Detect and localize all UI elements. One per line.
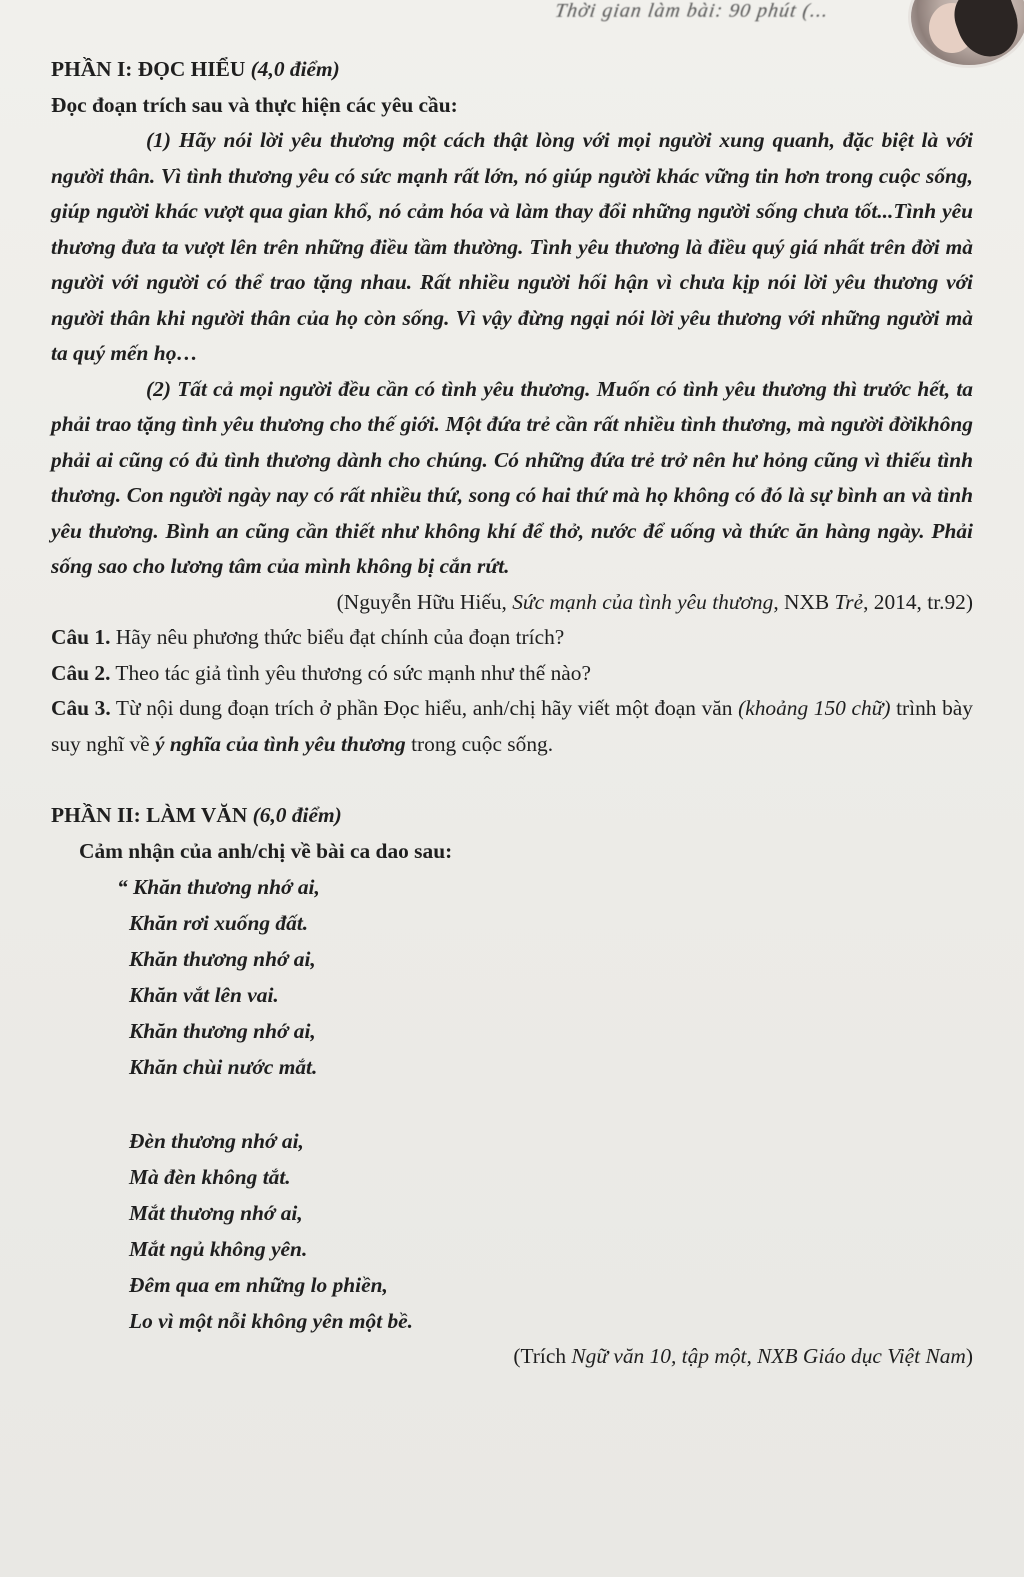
question-2-text: Theo tác giả tình yêu thương có sức mạnh như thế nào?: [110, 660, 591, 685]
ca-dao-poem: [51, 869, 973, 1339]
poem-source-close: ): [965, 1344, 973, 1368]
question-3-topic: ý nghĩa của tình yêu thương: [154, 731, 406, 756]
question-1-text: Hãy nêu phương thức biểu đạt chính của đoạn trích?: [110, 625, 565, 649]
question-3-text-c: trình bày suy nghĩ về: [51, 696, 973, 756]
poem-line: Đêm qua em những lo phiền,: [129, 1273, 388, 1297]
poem-line: Khăn thương nhớ ai,: [129, 1019, 316, 1043]
poem-source-work: Ngữ văn 10, tập một, NXB Giáo dục Việt Nam: [571, 1344, 966, 1368]
question-2: [51, 656, 973, 692]
part2-points: (6,0 điểm): [252, 803, 342, 827]
section-gap: [51, 762, 973, 798]
poem-line: “ Khăn thương nhớ ai,: [117, 875, 320, 899]
part1-points: (4,0 điểm): [250, 57, 340, 81]
part1-title: PHẦN I: ĐỌC HIỂU: [51, 57, 246, 81]
poem-line: Khăn chùi nước mắt.: [129, 1055, 318, 1079]
passage-paragraph-2: (2) Tất cả mọi người đều cần có tình yêu thương. Muốn có tình yêu thương thì trước hết, ta phải trao tặng tình yêu thương cho thế giới. Một đứa trẻ cần rất nhiều tình thương, mà người đờikhông phải ai cũng có đủ tình thương dành cho chúng. Có những đứa trẻ trở nên hư hỏng cũng vì thiếu tình thương. Con người ngày nay có rất nhiều thứ, song có hai thứ mà họ không có đó là sự bình an và tình yêu thương. Bình an cũng cần thiết như không khí để thở, nước để uống và thức ăn hàng ngày. Phải sống sao cho lương tâm của mình không bị cắn rứt.: [51, 376, 973, 578]
citation-author: (Nguyễn Hữu Hiếu,: [336, 589, 513, 614]
passage-citation: [51, 585, 973, 621]
poem-line: Mắt ngủ không yên.: [129, 1237, 308, 1261]
question-1: [51, 620, 973, 656]
part2-heading: [51, 798, 973, 834]
poem-line: Đèn thương nhớ ai,: [129, 1129, 304, 1153]
question-1-label: Câu 1.: [51, 625, 111, 649]
question-3-text-a: Từ nội dung đoạn trích ở phần Đọc hiểu, anh/chị hãy viết một đoạn văn: [110, 696, 739, 720]
stanza-gap: [117, 1085, 973, 1123]
poem-line: Mà đèn không tắt.: [129, 1165, 291, 1189]
passage-paragraph-1: (1) Hãy nói lời yêu thương một cách thật lòng với mọi người xung quanh, đặc biệt là với người thân. Vì tình thương yêu có sức mạnh rất lớn, nó giúp người khác vững tin hơn trong cuộc sống, giúp người khác vượt qua gian khổ, nó cảm hóa và làm thay đổi những người sống chưa tốt...Tình yêu thương đưa ta vượt lên trên những điều tầm thường. Tình yêu thương là điều quý giá nhất trên đời mà người với người có thể trao tặng nhau. Rất nhiều người hối hận vì chưa kịp nói lời yêu thương với người thân khi người thân của họ còn sống. Vì vậy đừng ngại nói lời yêu thương với những người mà ta quý mến họ…: [51, 128, 973, 365]
poem-source: [51, 1339, 973, 1375]
part1-instruction: Đọc đoạn trích sau và thực hiện các yêu cầu:: [51, 92, 458, 117]
question-3-length: (khoảng 150 chữ): [738, 696, 891, 720]
poem-source-open: (Trích: [513, 1344, 572, 1368]
question-3-label: Câu 3.: [51, 696, 111, 720]
document-content: [51, 52, 973, 1375]
poem-line: Lo vì một nỗi không yên một bề.: [129, 1309, 414, 1333]
poem-line: Mắt thương nhớ ai,: [129, 1201, 303, 1225]
question-3: [51, 691, 973, 762]
citation-work: Sức mạnh của tình yêu thương: [512, 589, 774, 614]
part2-title: PHẦN II: LÀM VĂN: [51, 803, 248, 827]
citation-mid: , NXB: [773, 589, 835, 614]
question-2-label: Câu 2.: [51, 660, 111, 685]
header-scrawl: Thời gian làm bài: 90 phút (...: [553, 0, 830, 22]
citation-publisher: Trẻ: [834, 589, 864, 614]
poem-line: Khăn rơi xuống đất.: [129, 911, 309, 935]
poem-line: Khăn vắt lên vai.: [129, 983, 279, 1007]
part2-instruction: Cảm nhận của anh/chị về bài ca dao sau:: [79, 838, 453, 863]
question-3-text-e: trong cuộc sống.: [405, 731, 554, 756]
part1-heading: [51, 52, 973, 88]
poem-line: Khăn thương nhớ ai,: [129, 947, 316, 971]
citation-tail: , 2014, tr.92): [863, 589, 973, 614]
